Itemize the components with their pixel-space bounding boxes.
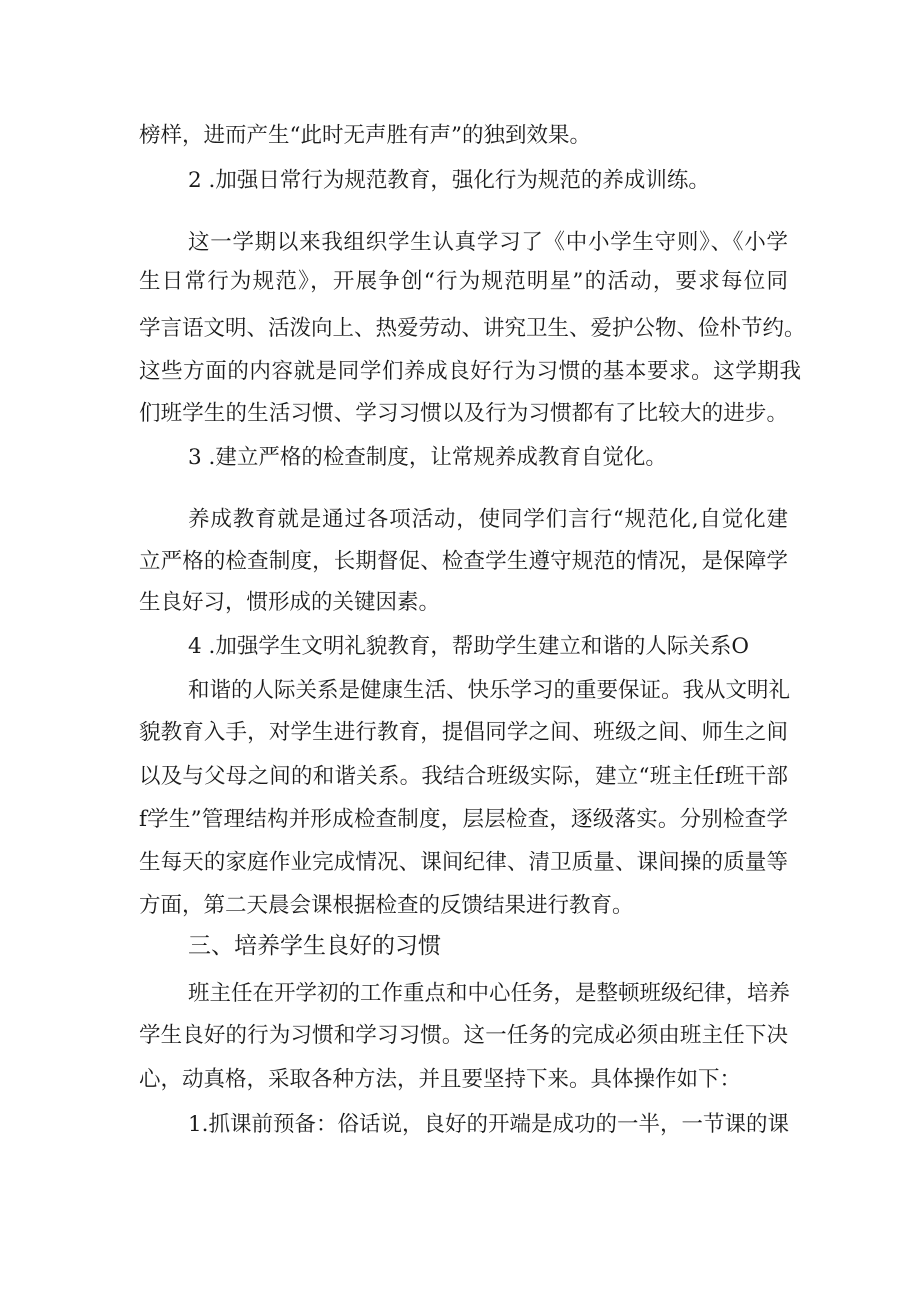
paragraph-line-text: 这些方面的内容就是同学们养成良好行为习惯的基本要求。这学期我 (139, 359, 801, 384)
paragraph-line: 心，动真格，采取各种方法，并且要坚持下来。具体操作如下： (139, 1067, 742, 1092)
list-item-heading: 2 .加强日常行为规范教育，强化行为规范的养成训练。 (188, 168, 710, 193)
paragraph-line (188, 979, 791, 1009)
paragraph-line-text: 生每天的家庭作业完成情况、课间纪律、清卫质量、课间操的质量等 (139, 850, 788, 875)
paragraph-line-text: 养成教育就是通过各项活动，使同学们言行“规范化,自觉化建 (188, 507, 788, 532)
paragraph-line (188, 505, 788, 535)
paragraph-line-text: 班主任在开学初的工作重点和中心任务，是整顿班级纪律，培养 (188, 981, 791, 1006)
paragraph-line-text: 立严格的检查制度，长期督促、检查学生遵守规范的情况，是保障学 (139, 549, 788, 574)
paragraph-line (139, 357, 801, 387)
paragraph-line-text: 生日常行为规范》，开展争创“行为规范明星”的活动，要求每位同 (139, 269, 788, 294)
paragraph-line-text: 们班学生的生活习惯、学习习惯以及行为习惯都有了比较大的进步。 (139, 401, 788, 426)
paragraph-line-text: 这一学期以来我组织学生认真学习了《中小学生守则》、《小学 (188, 230, 788, 255)
paragraph-line (139, 762, 788, 792)
paragraph-line: 榜样，进而产生“此时无声胜有声”的独到效果。 (139, 123, 591, 148)
paragraph-line (139, 267, 788, 297)
paragraph-line (139, 314, 806, 344)
paragraph-line (188, 228, 788, 258)
paragraph-line: 方面，第二天晨会课根据检查的反馈结果进行教育。 (139, 893, 634, 918)
paragraph-line-text: 学生良好的行为习惯和学习习惯。这一任务的完成必须由班主任下决 (139, 1023, 788, 1048)
list-item-heading: 4 .加强学生文明礼貌教育，帮助学生建立和谐的人际关系O (188, 634, 749, 659)
paragraph-line (188, 676, 791, 706)
section-heading: 三、培养学生良好的习惯 (188, 933, 441, 959)
paragraph-line (139, 399, 788, 429)
paragraph-line (139, 547, 788, 577)
paragraph-line (139, 805, 788, 835)
paragraph-line-text: 和谐的人际关系是健康生活、快乐学习的重要保证。我从文明礼 (188, 678, 791, 703)
paragraph-line-text: 以及与父母之间的和谐关系。我结合班级实际，建立“班主任f班干部 (139, 764, 788, 789)
list-item-heading (188, 1110, 788, 1140)
paragraph-line-text: 1.抓课前预备：俗话说，良好的开端是成功的一半，一节课的课 (188, 1112, 790, 1137)
paragraph-line: 生良好习，惯形成的关键因素。 (139, 590, 441, 615)
paragraph-line-text: f学生”管理结构并形成检查制度，层层检查，逐级落实。分别检查学 (139, 807, 788, 832)
paragraph-line (139, 1021, 788, 1051)
list-item-heading: 3 .建立严格的检查制度，让常规养成教育自觉化。 (188, 445, 667, 470)
paragraph-line (139, 848, 788, 878)
paragraph-line (139, 718, 788, 748)
paragraph-line-text: 貌教育入手，对学生进行教育，提倡同学之间、班级之间、师生之间 (139, 720, 788, 745)
paragraph-line-text: 学言语文明、活泼向上、热爱劳动、讲究卫生、爱护公物、俭朴节约。 (139, 316, 806, 341)
